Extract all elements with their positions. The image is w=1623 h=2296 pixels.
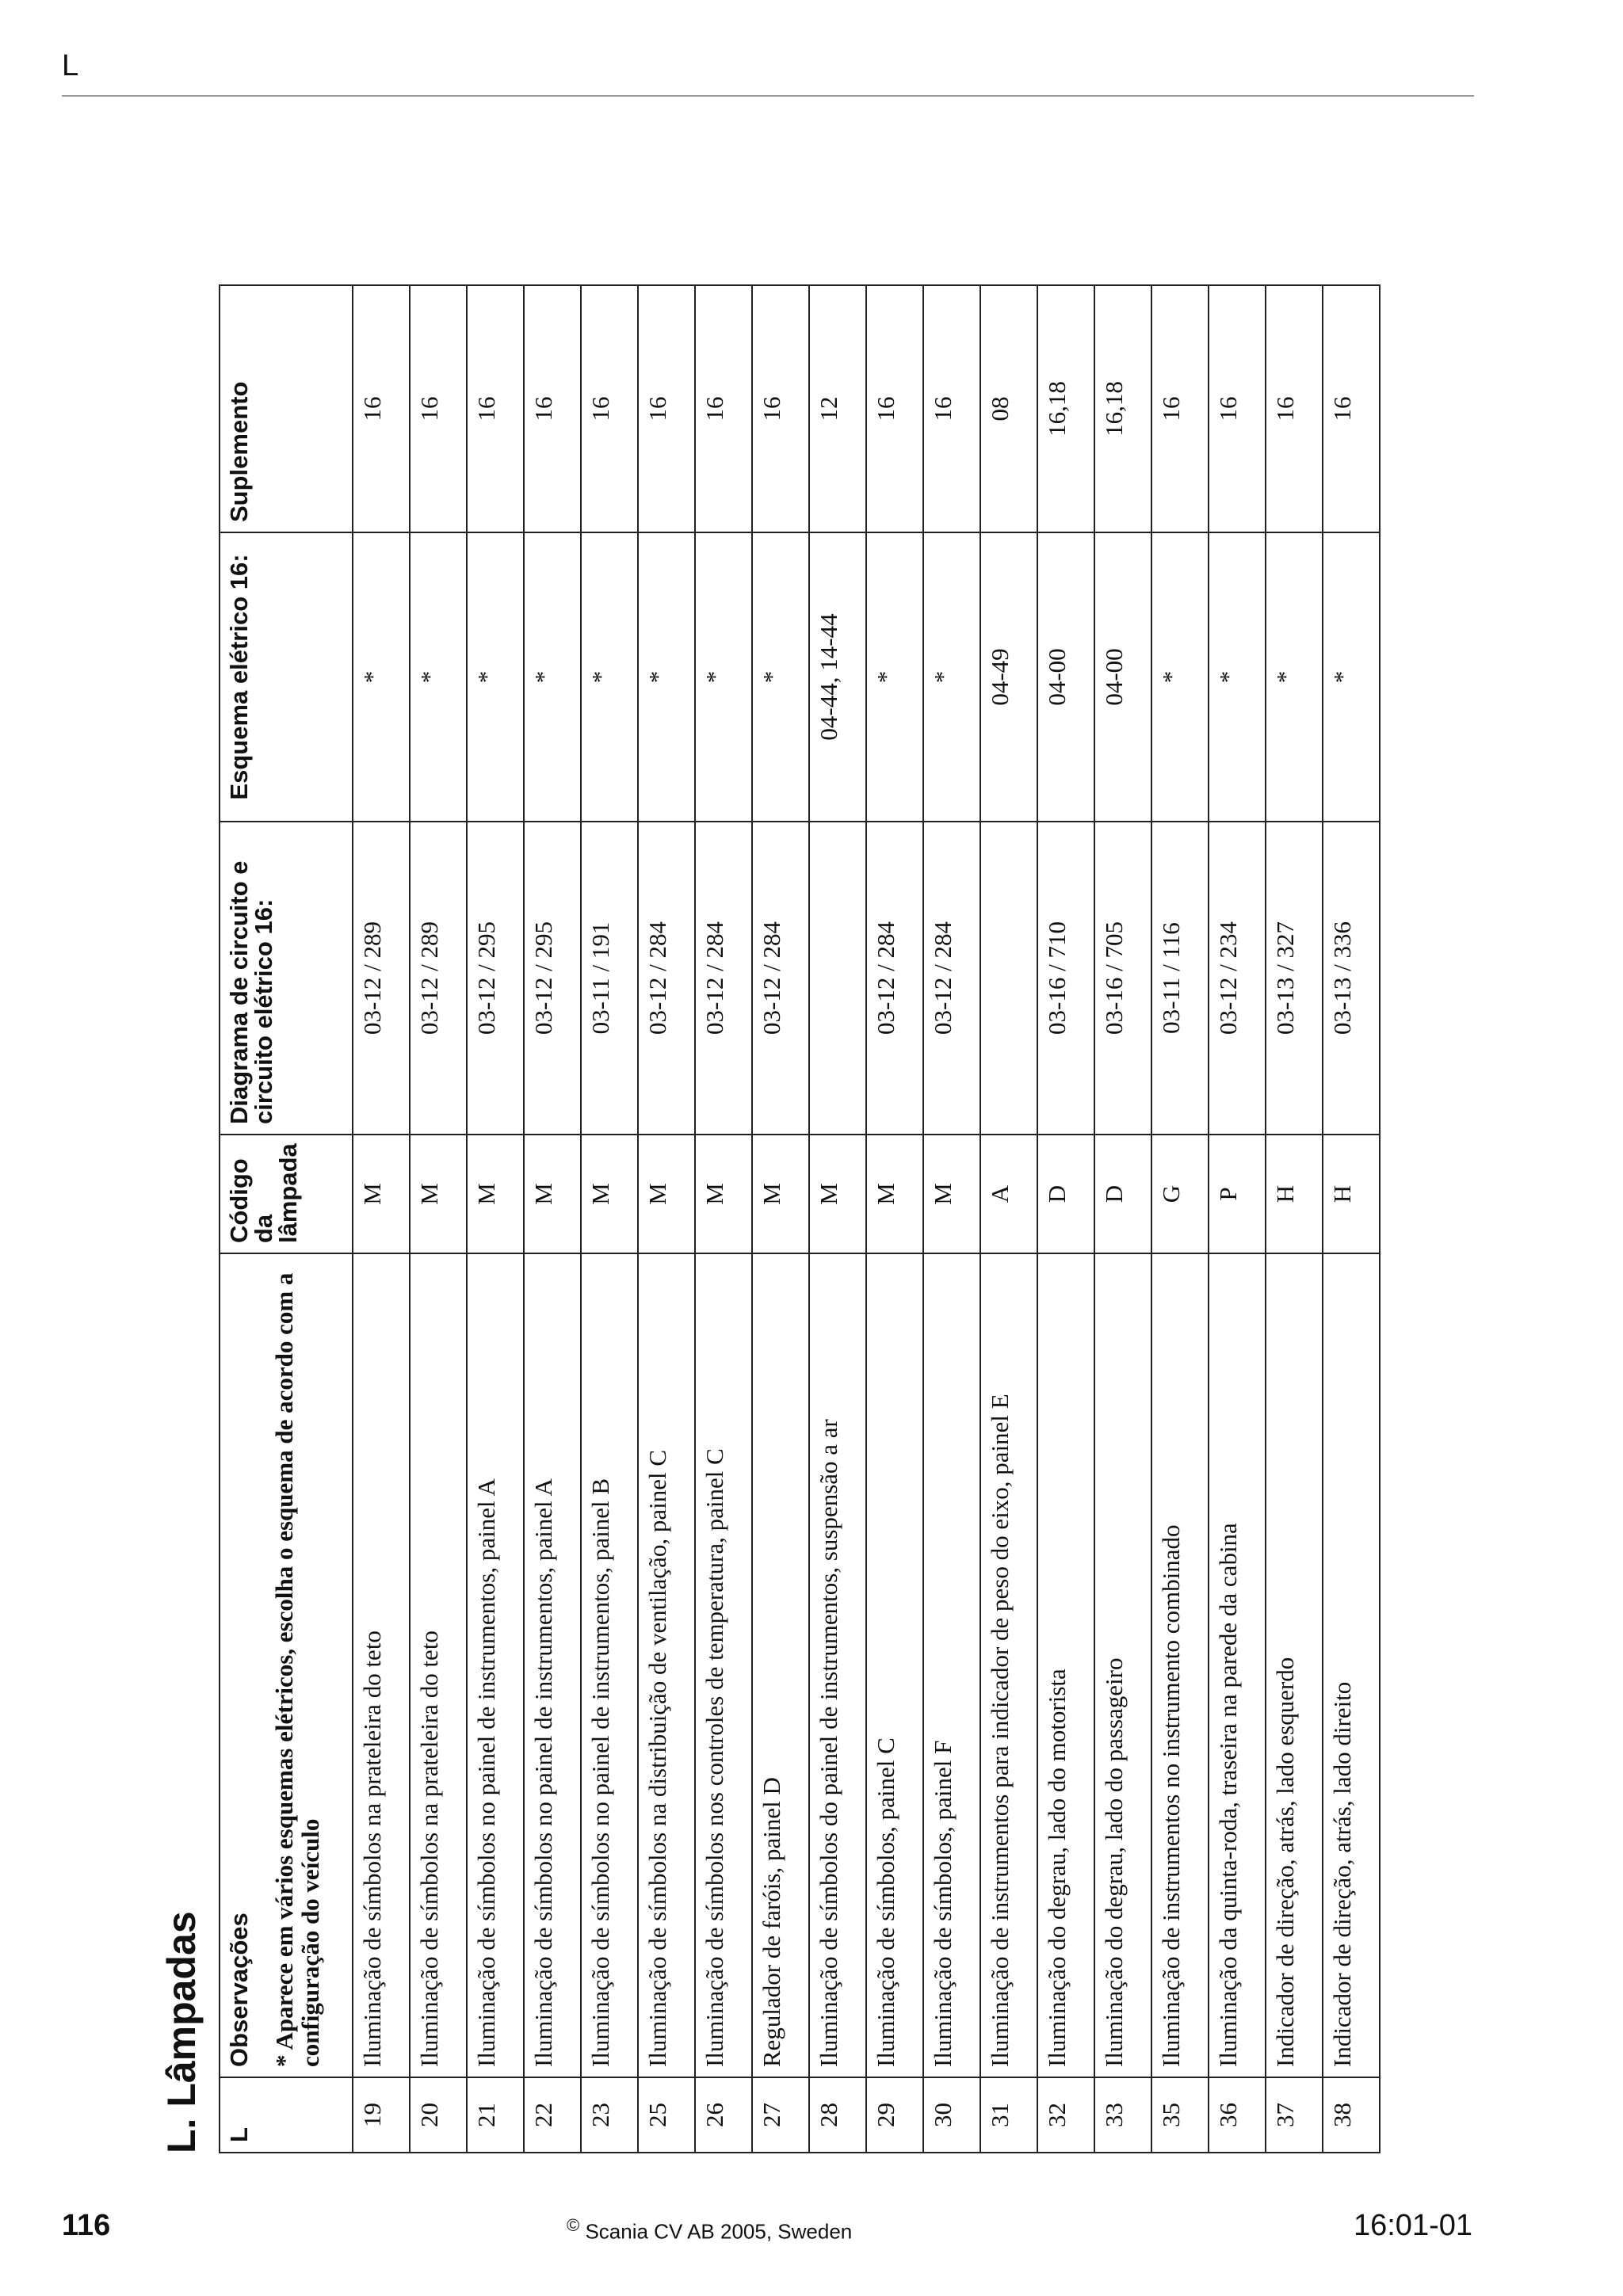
cell-obs: Iluminação de símbolos nos controles de temperatura, painel C [695, 1253, 752, 2077]
running-header-letter: L [62, 49, 79, 82]
cell-num: 37 [1266, 2077, 1323, 2153]
cell-code: D [1037, 1135, 1094, 1253]
cell-supp: 16 [524, 285, 581, 532]
table-row [1037, 285, 1094, 2153]
copyright-notice [567, 2215, 852, 2245]
cell-diagram: 03-12 / 295 [524, 822, 581, 1135]
cell-scheme: * [1209, 532, 1266, 822]
cell-code: M [353, 1135, 410, 1253]
cell-code: M [410, 1135, 467, 1253]
cell-diagram [980, 822, 1037, 1135]
cell-obs: Iluminação do degrau, lado do motorista [1037, 1253, 1094, 2077]
section-title: L. Lâmpadas [159, 1911, 204, 2153]
col-header-num: L [220, 2077, 353, 2153]
cell-diagram: 03-13 / 336 [1323, 822, 1380, 1135]
cell-obs: Iluminação de símbolos na prateleira do teto [353, 1253, 410, 2077]
cell-obs: Iluminação de símbolos na prateleira do teto [410, 1253, 467, 2077]
table-row [524, 285, 581, 2153]
cell-supp: 16 [695, 285, 752, 532]
cell-scheme: * [638, 532, 695, 822]
table-row [1151, 285, 1209, 2153]
cell-supp: 16 [353, 285, 410, 532]
copyright-text: Scania CV AB 2005, Sweden [585, 2219, 853, 2244]
cell-supp: 16 [1209, 285, 1266, 532]
header-divider [62, 95, 1474, 97]
cell-code: P [1209, 1135, 1266, 1253]
col-header-scheme: Esquema elétrico 16: [220, 532, 353, 822]
cell-num: 35 [1151, 2077, 1209, 2153]
cell-num: 33 [1094, 2077, 1151, 2153]
cell-obs: Regulador de faróis, painel D [752, 1253, 809, 2077]
cell-obs: Indicador de direção, atrás, lado esquerdo [1266, 1253, 1323, 2077]
cell-num: 20 [410, 2077, 467, 2153]
cell-num: 36 [1209, 2077, 1266, 2153]
table-row [809, 285, 866, 2153]
cell-supp: 16 [1151, 285, 1209, 532]
lamps-table [219, 284, 1381, 2153]
cell-scheme: 04-00 [1094, 532, 1151, 822]
cell-obs: Iluminação da quinta-roda, traseira na parede da cabina [1209, 1253, 1266, 2077]
cell-scheme: * [581, 532, 638, 822]
table-row [866, 285, 923, 2153]
cell-supp: 16,18 [1037, 285, 1094, 532]
cell-obs: Iluminação de símbolos no painel de instrumentos, painel A [467, 1253, 524, 2077]
cell-diagram: 03-12 / 234 [1209, 822, 1266, 1135]
cell-num: 19 [353, 2077, 410, 2153]
cell-diagram: 03-16 / 710 [1037, 822, 1094, 1135]
cell-code: M [524, 1135, 581, 1253]
cell-scheme: 04-00 [1037, 532, 1094, 822]
cell-num: 26 [695, 2077, 752, 2153]
cell-obs: Iluminação de símbolos, painel C [866, 1253, 923, 2077]
col-header-supp: Suplemento [220, 285, 353, 532]
cell-scheme: * [467, 532, 524, 822]
cell-diagram: 03-11 / 191 [581, 822, 638, 1135]
cell-supp: 16 [1266, 285, 1323, 532]
table-row [980, 285, 1037, 2153]
cell-obs: Iluminação de símbolos no painel de instrumentos, painel B [581, 1253, 638, 2077]
cell-diagram: 03-12 / 284 [752, 822, 809, 1135]
cell-supp: 16 [410, 285, 467, 532]
copyright-symbol: © [567, 2215, 580, 2235]
table-row [467, 285, 524, 2153]
cell-scheme: 04-44, 14-44 [809, 532, 866, 822]
col-header-obs-note: * Aparece em vários esquemas elétricos, escolha o esquema de acordo com a configuração do veículo [270, 1272, 324, 2067]
cell-diagram: 03-12 / 289 [353, 822, 410, 1135]
cell-code: M [638, 1135, 695, 1253]
cell-diagram [809, 822, 866, 1135]
col-header-code: Código da lâmpada [220, 1135, 353, 1253]
cell-obs: Indicador de direção, atrás, lado direito [1323, 1253, 1380, 2077]
cell-scheme: * [923, 532, 980, 822]
cell-supp: 08 [980, 285, 1037, 532]
cell-diagram: 03-12 / 284 [638, 822, 695, 1135]
cell-diagram: 03-12 / 284 [866, 822, 923, 1135]
table-row [1266, 285, 1323, 2153]
cell-scheme: * [752, 532, 809, 822]
cell-supp: 16 [467, 285, 524, 532]
cell-code: H [1323, 1135, 1380, 1253]
table-row [1209, 285, 1266, 2153]
cell-scheme: * [866, 532, 923, 822]
page-number: 116 [62, 2209, 111, 2242]
cell-scheme: * [1266, 532, 1323, 822]
cell-supp: 16 [866, 285, 923, 532]
cell-diagram: 03-12 / 295 [467, 822, 524, 1135]
cell-obs: Iluminação de instrumentos para indicador de peso do eixo, painel E [980, 1253, 1037, 2077]
table-row [695, 285, 752, 2153]
table-row [1323, 285, 1380, 2153]
cell-supp: 16 [923, 285, 980, 532]
document-code: 16:01-01 [1353, 2209, 1472, 2242]
col-header-obs-label: Observações [225, 1913, 253, 2067]
cell-num: 28 [809, 2077, 866, 2153]
cell-num: 23 [581, 2077, 638, 2153]
cell-num: 22 [524, 2077, 581, 2153]
col-header-diagram: Diagrama de circuito e circuito elétrico 16: [220, 822, 353, 1135]
cell-obs: Iluminação de símbolos no painel de instrumentos, painel A [524, 1253, 581, 2077]
cell-diagram: 03-12 / 284 [923, 822, 980, 1135]
cell-num: 21 [467, 2077, 524, 2153]
cell-obs: Iluminação de símbolos, painel F [923, 1253, 980, 2077]
cell-code: G [1151, 1135, 1209, 1253]
cell-code: M [467, 1135, 524, 1253]
cell-code: A [980, 1135, 1037, 1253]
cell-diagram: 03-13 / 327 [1266, 822, 1323, 1135]
table-row [581, 285, 638, 2153]
cell-diagram: 03-16 / 705 [1094, 822, 1151, 1135]
cell-scheme: * [410, 532, 467, 822]
cell-code: M [752, 1135, 809, 1253]
cell-num: 31 [980, 2077, 1037, 2153]
cell-scheme: * [353, 532, 410, 822]
cell-code: M [581, 1135, 638, 1253]
cell-supp: 16 [752, 285, 809, 532]
cell-scheme: * [1151, 532, 1209, 822]
cell-code: M [809, 1135, 866, 1253]
cell-code: M [866, 1135, 923, 1253]
cell-obs: Iluminação de instrumentos no instrumento combinado [1151, 1253, 1209, 2077]
cell-diagram: 03-11 / 116 [1151, 822, 1209, 1135]
cell-num: 25 [638, 2077, 695, 2153]
table-header-row [220, 285, 353, 2153]
cell-num: 27 [752, 2077, 809, 2153]
cell-num: 29 [866, 2077, 923, 2153]
cell-scheme: * [695, 532, 752, 822]
cell-diagram: 03-12 / 289 [410, 822, 467, 1135]
cell-supp: 16,18 [1094, 285, 1151, 532]
cell-supp: 16 [1323, 285, 1380, 532]
cell-num: 30 [923, 2077, 980, 2153]
cell-scheme: 04-49 [980, 532, 1037, 822]
cell-obs: Iluminação de símbolos na distribuição de ventilação, painel C [638, 1253, 695, 2077]
cell-code: D [1094, 1135, 1151, 1253]
cell-obs: Iluminação do degrau, lado do passageiro [1094, 1253, 1151, 2077]
cell-diagram: 03-12 / 284 [695, 822, 752, 1135]
cell-supp: 16 [581, 285, 638, 532]
table-row [1094, 285, 1151, 2153]
cell-code: M [923, 1135, 980, 1253]
cell-num: 38 [1323, 2077, 1380, 2153]
cell-supp: 16 [638, 285, 695, 532]
col-header-obs [220, 1253, 353, 2077]
cell-num: 32 [1037, 2077, 1094, 2153]
cell-obs: Iluminação de símbolos do painel de instrumentos, suspensão a ar [809, 1253, 866, 2077]
table-row [638, 285, 695, 2153]
cell-code: H [1266, 1135, 1323, 1253]
cell-supp: 12 [809, 285, 866, 532]
table-row [752, 285, 809, 2153]
table-row [923, 285, 980, 2153]
table-row [410, 285, 467, 2153]
table-row [353, 285, 410, 2153]
cell-scheme: * [1323, 532, 1380, 822]
rotated-content [158, 285, 1411, 2153]
cell-scheme: * [524, 532, 581, 822]
cell-code: M [695, 1135, 752, 1253]
